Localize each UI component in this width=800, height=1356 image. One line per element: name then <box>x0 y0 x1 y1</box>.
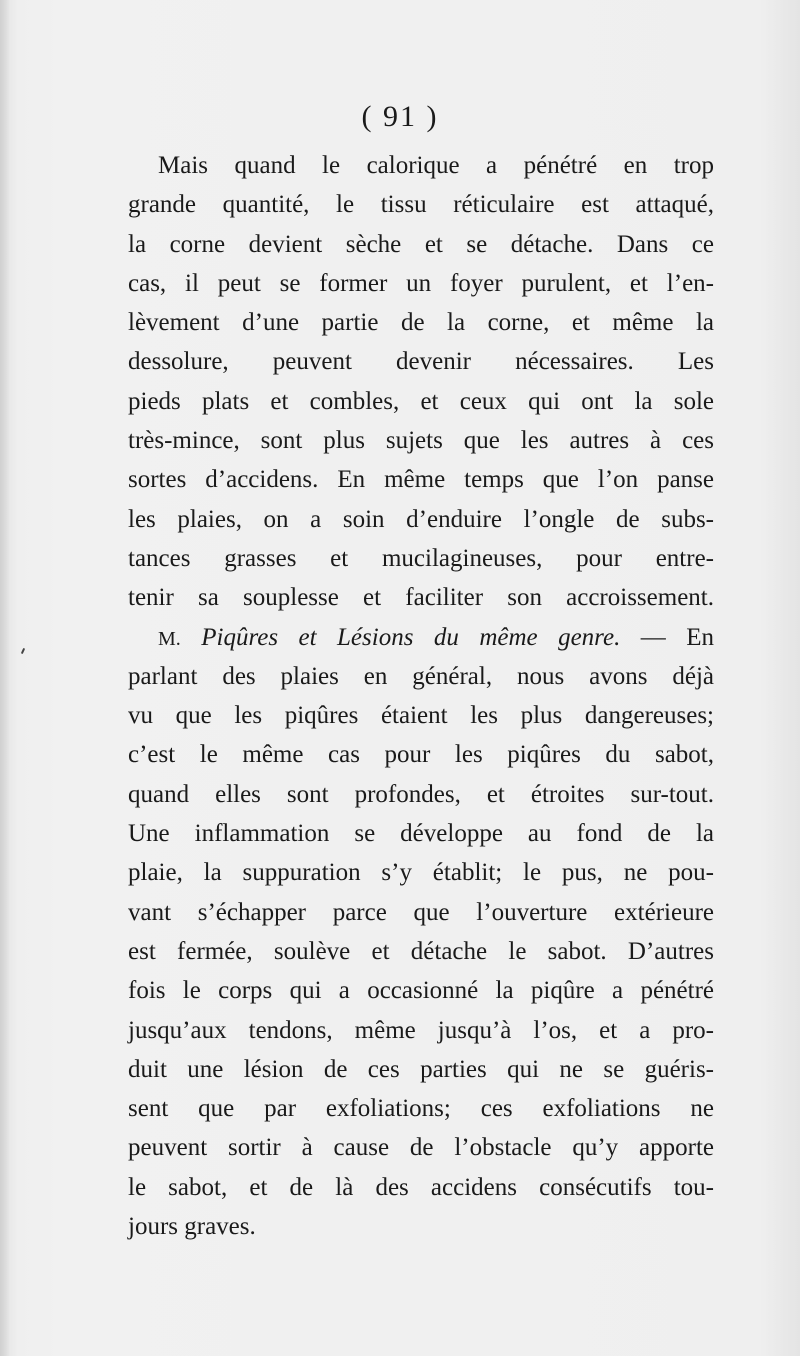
text-line: Une inflammation se développe au fond de la <box>128 820 714 848</box>
text-line: grande quantité, le tissu réticulaire est attaqué, <box>128 191 714 219</box>
text-line: tances grasses et mucilagineuses, pour entre- <box>128 544 714 572</box>
page-edge-shadow <box>0 0 10 1356</box>
text-line: vant s’échapper parce que l’ouverture extérieure <box>128 898 714 926</box>
text-line: plaie, la suppuration s’y établit; le pus, ne pou- <box>128 859 714 887</box>
text-line: les plaies, on a soin d’enduire l’ongle de subs- <box>128 505 714 533</box>
text-line: sortes d’accidens. En même temps que l’on panse <box>128 466 714 494</box>
section-heading-line <box>128 618 714 657</box>
text-line: sent que par exfoliations; ces exfoliations ne <box>128 1095 714 1123</box>
text-line: est fermée, soulève et détache le sabot. D’autres <box>128 937 714 965</box>
text-line: jusqu’aux tendons, même jusqu’à l’os, et a pro- <box>128 1016 714 1044</box>
text-line: le sabot, et de là des accidens consécutifs tou- <box>128 1173 714 1201</box>
text-line: dessolure, peuvent devenir nécessaires. Les <box>128 348 714 376</box>
paper-speck <box>21 648 25 654</box>
body-text <box>128 146 714 1246</box>
text-line: parlant des plaies en général, nous avons déjà <box>128 662 714 690</box>
page-number: ( 91 ) <box>361 100 439 133</box>
text-line: c’est le même cas pour les piqûres du sabot, <box>128 741 714 769</box>
text-line: Mais quand le calorique a pénétré en trop <box>158 152 714 179</box>
text-line: tenir sa souplesse et faciliter son accroissement. <box>128 584 714 612</box>
text-line: duit une lésion de ces parties qui ne se guéris- <box>128 1055 714 1083</box>
text-line: très-mince, sont plus sujets que les autres à ces <box>128 427 714 455</box>
text-line: cas, il peut se former un foyer purulent, et l’en- <box>128 269 714 297</box>
section-dash-text: — En <box>640 623 714 651</box>
text-line: vu que les piqûres étaient les plus dangereuses; <box>128 702 714 730</box>
text-line: la corne devient sèche et se détache. Dans ce <box>128 230 714 258</box>
section-title: Piqûres et Lésions du même genre. <box>201 623 621 651</box>
text-line: fois le corps qui a occasionné la piqûre a pénétré <box>128 977 714 1005</box>
text-line: lèvement d’une partie de la corne, et même la <box>128 309 714 337</box>
text-line: peuvent sortir à cause de l’obstacle qu’y apporte <box>128 1134 714 1162</box>
section-mark: M. <box>158 627 181 650</box>
text-line: pieds plats et combles, et ceux qui ont la sole <box>128 387 714 415</box>
text-line: quand elles sont profondes, et étroites sur-tout. <box>128 780 714 808</box>
text-line: jours graves. <box>128 1213 256 1241</box>
